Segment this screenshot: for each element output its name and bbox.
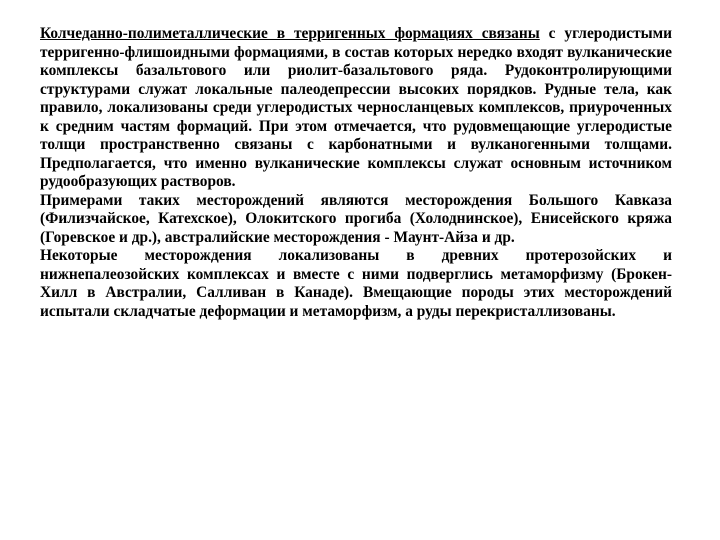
underlined-heading: Колчеданно-полиметаллические в терригенных формациях связаны <box>40 25 540 42</box>
body-text <box>40 25 672 321</box>
paragraph-2 <box>40 192 672 248</box>
paragraph-1-text: с углеродистыми терригенно-флишоидными формациями, в состав которых нередко входят вулканические комплексы базальтового или риолит-базальтового ряда. Рудоконтролирующими структурами служат локальные палеодепрессии высоких порядков. Рудные тела, как правило, локализованы среди углеродистых черносланцевых комплексов, приуроченных к средним частям формаций. При этом отмечается, что рудовмещающие углеродистые толщи пространственно связаны с карбонатными и вулканогенными толщами. Предполагается, что именно вулканические комплексы служат основным источником рудообразующих растворов. <box>40 25 672 190</box>
paragraph-3 <box>40 247 672 321</box>
paragraph-1 <box>40 25 672 192</box>
paragraph-3-text: Некоторые месторождения локализованы в древних протерозойских и нижнепалеозойских комплексах и вместе с ними подверглись метаморфизму (Брокен-Хилл в Австралии, Салливан в Канаде). Вмещающие породы этих месторождений испытали складчатые деформации и метаморфизм, а руды перекристаллизованы. <box>40 247 672 320</box>
paragraph-2-text: Примерами таких месторождений являются месторождения Большого Кавказа (Филизчайское, Катехское), Олокитского прогиба (Холоднинское), Енисейского кряжа (Горевское и др.), австралийские месторождения - Маунт-Айза и др. <box>40 191 672 246</box>
